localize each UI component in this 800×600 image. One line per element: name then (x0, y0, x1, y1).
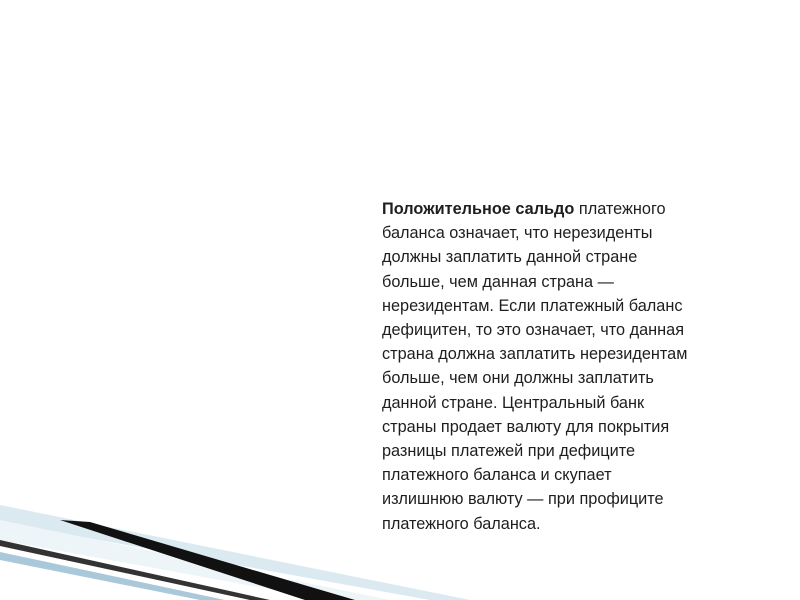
paragraph-line: страны продает валюту для покрытия (382, 417, 670, 436)
bold-heading: Положительное сальдо (382, 200, 575, 218)
paragraph-line: дефицитен, то это означает, что данная (382, 321, 685, 340)
paragraph-line: должны заплатить данной стране (382, 248, 638, 267)
paragraph-line: излишнюю валюту — при профиците (382, 490, 664, 509)
paragraph-line: больше, чем они должны заплатить (382, 369, 654, 388)
paragraph-line: страна должна заплатить нерезидентам (382, 345, 688, 364)
paragraph-line: данной стране. Центральный банк (382, 393, 645, 412)
paragraph-line: платежного (578, 200, 666, 218)
paragraph-line: платежного баланса и скупает (382, 466, 612, 485)
paragraph-line: нерезидентам. Если платежный баланс (382, 296, 683, 315)
paragraph-line: больше, чем данная страна — (382, 272, 614, 291)
paragraph-line: баланса означает, что нерезиденты (382, 224, 653, 243)
paragraph-line: платежного баланса. (382, 514, 541, 533)
paragraph-line: разницы платежей при дефиците (382, 442, 636, 461)
body-paragraph (382, 197, 772, 536)
